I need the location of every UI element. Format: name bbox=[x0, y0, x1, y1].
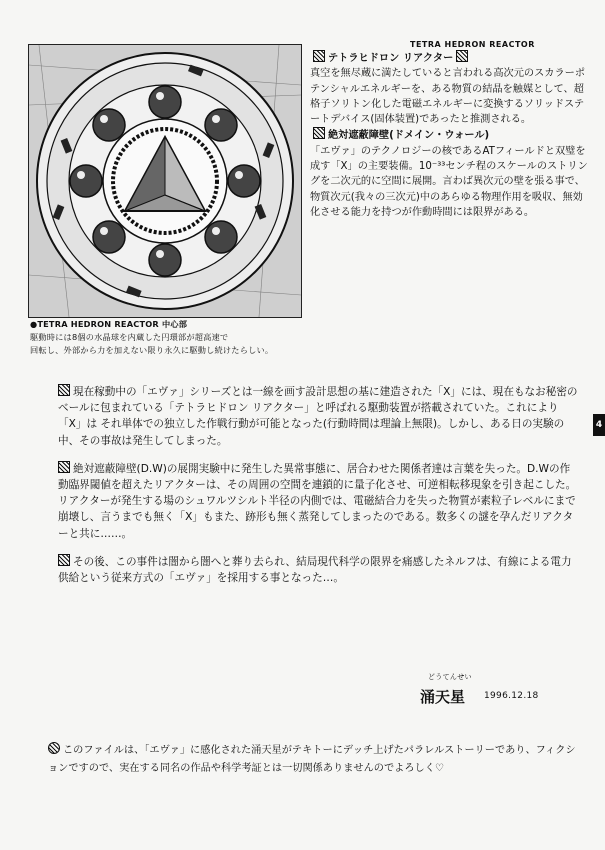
bullet-icon bbox=[48, 742, 60, 754]
hatch-mark-icon bbox=[58, 461, 70, 473]
paragraph-2: 絶対遮蔽障壁(D.W)の展開実験中に発生した異常事態に、居合わせた関係者達は言葉を失った。D.Wの作動臨界閾値を超えたリアクターは、その周囲の空間を連鎖的に量子化させ、可逆相転移現象を引き起こした。リアクターが発生する場のシュワルツシルト半径の内側では、電磁結合力を失った物質が素粒子レベルにまで崩壊し、言うまでも無く「X」もまた、跡形も無く蒸発してしまったのである。数多くの謎を孕んだリアクターと共に……。 bbox=[58, 462, 577, 540]
illustration-caption bbox=[30, 318, 310, 357]
hatch-mark-icon bbox=[456, 50, 468, 62]
section-body-reactor: 真空を無尽蔵に満たしていると言われる高次元のスカラーポテンシャルエネルギーを、ある物質の結晶を触媒として、超格子ソリトン化した電磁エネルギーに変換するソリッドステートデバイス(固体装置)であったと推測される。 bbox=[310, 68, 586, 126]
hatch-mark-icon bbox=[58, 554, 70, 566]
signature-name: 涌天星 bbox=[420, 688, 466, 706]
hatch-mark-icon bbox=[313, 50, 325, 62]
disclaimer-text: このファイルは、「エヴァ」に感化された涌天星がテキトーにデッチ上げたパラレルストーリーであり、フィクションですので、実在する同名の作品や科学考証とは一切関係ありませんのでよろしく♡ bbox=[48, 745, 576, 774]
main-text bbox=[58, 384, 580, 598]
hatch-mark-icon bbox=[313, 127, 325, 139]
reactor-drawing bbox=[29, 45, 301, 317]
caption-line-2: 回転し、外部から力を加えない限り永久に駆動し続けたらしい。 bbox=[30, 345, 274, 355]
section-body-domain-wall: 「エヴァ」のテクノロジーの核であるATフィールドと双璧を成す「X」の主要装備。10⁻³³センチ程のスケールのストリングを二次元的に空間に展開。言わば異次元の壁を張る事で、物質次元(我々の三次元)中のあらゆる物理作用を吸収、無効化させる能力を持つが作動時間には限界がある。 bbox=[310, 145, 588, 218]
caption-line-1: 駆動時には8個の水晶球を内蔵した円環部が超高速で bbox=[30, 332, 229, 342]
reactor-illustration bbox=[28, 44, 302, 318]
disclaimer-note bbox=[48, 742, 578, 778]
hatch-mark-icon bbox=[58, 384, 70, 396]
signature-reading: どうてんせい bbox=[428, 673, 472, 681]
page-edge-marker: 4 bbox=[593, 414, 605, 436]
caption-title: ●TETRA HEDRON REACTOR 中心部 bbox=[30, 319, 188, 329]
signature-date: 1996.12.18 bbox=[484, 691, 539, 701]
section-heading-domain-wall: 絶対遮蔽障壁(ドメイン・ウォール) bbox=[310, 127, 592, 143]
reactor-label: TETRA HEDRON REACTOR bbox=[410, 40, 535, 49]
right-column bbox=[310, 50, 592, 220]
section-heading-reactor: テトラヒドロン リアクター bbox=[310, 50, 592, 66]
paragraph-1: 現在稼動中の「エヴァ」シリーズとは一線を画す設計思想の基に建造された「X」には、現在もなお秘密のベールに包まれている「テトラヒドロン リアクター」と呼ばれる駆動装置が搭載されていた。これにより「X」は それ単体での独立した作戦行動が可能となった(行動時間は理論上無限)。しかし、ある日の実験の中、その事故は発生してしまった。 bbox=[58, 386, 578, 447]
paragraph-3: その後、この事件は闇から闇へと葬り去られ、結局現代科学の限界を痛感したネルフは、有線による電力供給という従来方式の「エヴァ」を採用する事となった…。 bbox=[58, 555, 572, 585]
